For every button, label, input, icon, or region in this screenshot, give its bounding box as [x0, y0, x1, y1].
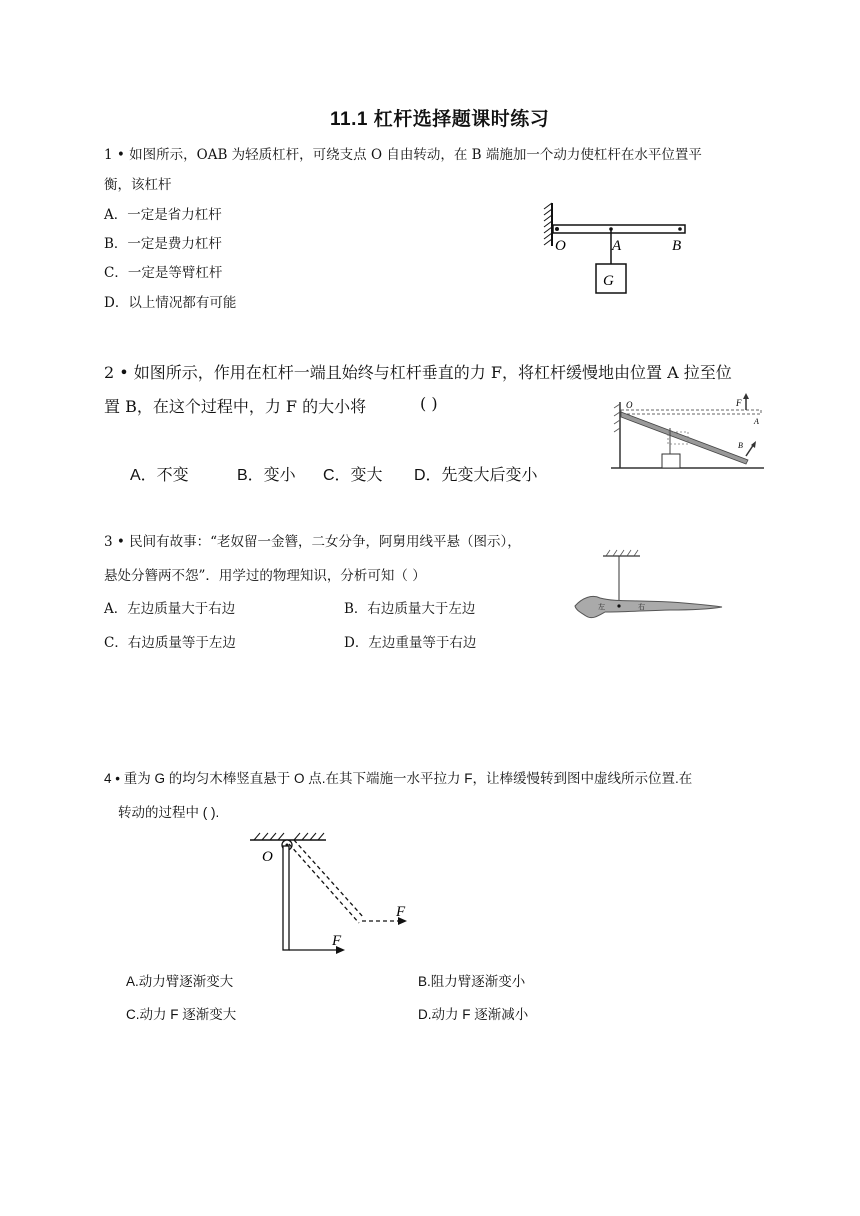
- q3-option-a: A．左边质量大于右边: [104, 601, 236, 617]
- q2-option-b: B．变小: [237, 467, 296, 484]
- q2-label-b: B: [738, 441, 743, 450]
- q2-label-f: F: [736, 398, 742, 408]
- q4-stem-line1: 4 • 重为 G 的均匀木棒竖直悬于 O 点.在其下端施一水平拉力 F，让棒缓慢转到图中虚线所示位置.在: [104, 771, 693, 786]
- q4-option-d: D.动力 F 逐渐减小: [418, 1007, 529, 1022]
- q2-option-c: C．变大: [323, 467, 383, 484]
- q4-rod-figure: [248, 832, 418, 952]
- q2-label-o: O: [626, 400, 633, 410]
- q4-option-b: B.阻力臂逐渐变小: [418, 974, 526, 989]
- q1-stem-line2: 衡，该杠杆: [104, 177, 172, 193]
- q3-label-left: 左: [598, 603, 605, 611]
- q1-label-a: A: [612, 238, 622, 254]
- q1-option-b: B．一定是费力杠杆: [104, 236, 222, 252]
- q4-label-o: O: [262, 849, 273, 865]
- q3-option-b: B．右边质量大于左边: [344, 601, 476, 617]
- q3-stem-line2: 悬处分簪两不怨”．用学过的物理知识，分析可知（ ）: [104, 568, 426, 584]
- q2-option-a: A．不变: [130, 467, 189, 484]
- q3-label-right: 右: [638, 603, 645, 611]
- q4-option-c: C.动力 F 逐渐变大: [126, 1007, 237, 1022]
- q2-option-d: D．先变大后变小: [414, 467, 538, 484]
- q3-option-c: C．右边质量等于左边: [104, 635, 236, 651]
- q1-label-b: B: [672, 238, 682, 254]
- q1-option-a: A．一定是省力杠杆: [104, 207, 222, 223]
- q2-stem-line1: 2 • 如图所示，作用在杠杆一端且始终与杠杆垂直的力 F，将杠杆缓慢地由位置 A 拉至位: [104, 363, 732, 382]
- q3-hairpin-figure: [570, 550, 725, 622]
- q1-label-o: O: [555, 238, 566, 254]
- q3-option-d: D．左边重量等于右边: [344, 635, 477, 651]
- q2-answer-paren: ( ): [420, 394, 438, 413]
- q3-stem-line1: 3 • 民间有故事：“老奴留一金簪，二女分争，阿舅用线平悬（图示），: [104, 534, 521, 550]
- q2-label-a: A: [754, 417, 759, 426]
- q2-stem-line2: 置 B，在这个过程中，力 F 的大小将: [104, 397, 367, 416]
- q1-stem-line1: 1 • 如图所示，OAB 为轻质杠杆，可绕支点 O 自由转动，在 B 端施加一个动力使杠杆在水平位置平: [104, 147, 702, 163]
- q1-option-d: D．以上情况都有可能: [104, 295, 237, 311]
- q4-stem-line2: 转动的过程中 ( ).: [118, 805, 220, 820]
- q1-label-g: G: [603, 273, 614, 289]
- q4-label-f-solid: F: [332, 933, 342, 949]
- q2-lever-figure: [608, 392, 768, 472]
- q1-lever-figure: [540, 198, 700, 298]
- page-title: 11.1 杠杆选择题课时练习: [330, 109, 550, 130]
- q4-option-a: A.动力臂逐渐变大: [126, 974, 234, 989]
- q1-option-c: C．一定是等臂杠杆: [104, 265, 223, 281]
- q4-label-f-dashed: F: [396, 904, 406, 920]
